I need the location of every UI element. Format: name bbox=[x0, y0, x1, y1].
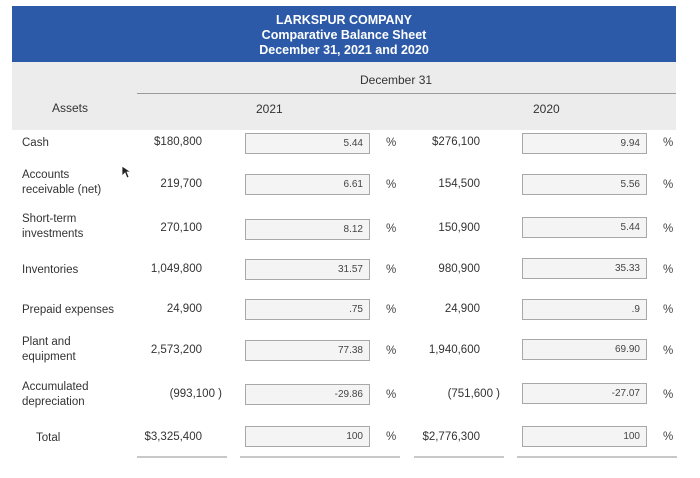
percent-2021-total-input[interactable]: 100 bbox=[245, 426, 370, 447]
amount-2021-plant-and-equipment: 2,573,200 bbox=[150, 344, 202, 356]
percent-2020-accumulated-depreciation-input[interactable]: -27.07 bbox=[522, 383, 647, 404]
row-label-prepaid-expenses: Prepaid expenses bbox=[22, 304, 115, 316]
period-group-rule bbox=[137, 93, 676, 94]
row-label-cash: Cash bbox=[22, 137, 49, 149]
year-2021-header: 2021 bbox=[256, 102, 283, 116]
amount-2021-total: $3,325,400 bbox=[144, 431, 202, 443]
row-label-plant-and-equipment: Plant and equipment bbox=[22, 336, 76, 363]
assets-column-header: Assets bbox=[52, 101, 89, 115]
percent-2020-cash-input[interactable]: 9.94 bbox=[522, 133, 647, 154]
column-header-band bbox=[12, 62, 676, 130]
amount-2020-accumulated-depreciation: (751,600 ) bbox=[447, 388, 500, 400]
amount-2020-cash: $276,100 bbox=[432, 136, 480, 148]
amount-2021-prepaid-expenses: 24,900 bbox=[166, 303, 202, 315]
amount-2021-accounts-receivable: 219,700 bbox=[160, 178, 202, 190]
row-label-accounts-receivable: Accounts receivable (net) bbox=[22, 169, 102, 196]
percent-2020-total-input[interactable]: 100 bbox=[522, 426, 647, 447]
percent-2021-prepaid-expenses-input[interactable]: .75 bbox=[245, 299, 370, 320]
percent-sign: % bbox=[663, 345, 674, 357]
statement-title-bar bbox=[12, 6, 676, 62]
year-2020-header: 2020 bbox=[533, 102, 560, 116]
row-label-short-term-investments: Short-term investments bbox=[22, 213, 84, 240]
percent-sign: % bbox=[663, 223, 674, 235]
percent-2021-accounts-receivable-input[interactable]: 6.61 bbox=[245, 174, 370, 195]
amount-2021-cash: $180,800 bbox=[154, 136, 202, 148]
percent-sign: % bbox=[663, 389, 674, 401]
percent-2021-inventories-input[interactable]: 31.57 bbox=[245, 259, 370, 280]
amount-2021-short-term-investments: 270,100 bbox=[160, 222, 202, 234]
company-name: LARKSPUR COMPANY bbox=[276, 13, 412, 27]
row-label-total: Total bbox=[36, 432, 61, 444]
percent-sign: % bbox=[386, 304, 397, 316]
amount-2021-inventories: 1,049,800 bbox=[150, 263, 202, 275]
percent-2021-cash-input[interactable]: 5.44 bbox=[245, 133, 370, 154]
percent-sign: % bbox=[663, 264, 674, 276]
percent-sign: % bbox=[386, 179, 397, 191]
mouse-pointer-icon bbox=[121, 165, 133, 179]
total-underline bbox=[517, 456, 677, 458]
percent-sign: % bbox=[663, 137, 674, 149]
percent-sign: % bbox=[386, 264, 397, 276]
statement-name: Comparative Balance Sheet bbox=[261, 28, 427, 42]
row-label-accumulated-depreciation: Accumulated depreciation bbox=[22, 381, 89, 408]
total-underline bbox=[137, 456, 227, 458]
percent-sign: % bbox=[386, 389, 397, 401]
percent-2021-plant-and-equipment-input[interactable]: 77.38 bbox=[245, 340, 370, 361]
percent-2020-short-term-investments-input[interactable]: 5.44 bbox=[522, 217, 647, 238]
amount-2020-total: $2,776,300 bbox=[422, 431, 480, 443]
percent-sign: % bbox=[663, 179, 674, 191]
amount-2020-plant-and-equipment: 1,940,600 bbox=[428, 344, 480, 356]
total-underline bbox=[240, 456, 400, 458]
total-underline bbox=[414, 456, 504, 458]
percent-2020-prepaid-expenses-input[interactable]: .9 bbox=[522, 299, 647, 320]
row-label-inventories: Inventories bbox=[22, 264, 79, 276]
percent-2021-accumulated-depreciation-input[interactable]: -29.86 bbox=[245, 384, 370, 405]
percent-sign: % bbox=[663, 304, 674, 316]
amount-2020-inventories: 980,900 bbox=[438, 263, 480, 275]
percent-2020-accounts-receivable-input[interactable]: 5.56 bbox=[522, 174, 647, 195]
period-group-header: December 31 bbox=[360, 73, 433, 87]
percent-2020-plant-and-equipment-input[interactable]: 69.90 bbox=[522, 339, 647, 360]
statement-dates: December 31, 2021 and 2020 bbox=[259, 43, 429, 57]
percent-sign: % bbox=[663, 431, 674, 443]
percent-sign: % bbox=[386, 431, 397, 443]
percent-2020-inventories-input[interactable]: 35.33 bbox=[522, 258, 647, 279]
amount-2021-accumulated-depreciation: (993,100 ) bbox=[169, 388, 222, 400]
percent-sign: % bbox=[386, 223, 397, 235]
amount-2020-short-term-investments: 150,900 bbox=[438, 222, 480, 234]
percent-2021-short-term-investments-input[interactable]: 8.12 bbox=[245, 219, 370, 240]
percent-sign: % bbox=[386, 137, 397, 149]
amount-2020-prepaid-expenses: 24,900 bbox=[444, 303, 480, 315]
percent-sign: % bbox=[386, 345, 397, 357]
amount-2020-accounts-receivable: 154,500 bbox=[438, 178, 480, 190]
